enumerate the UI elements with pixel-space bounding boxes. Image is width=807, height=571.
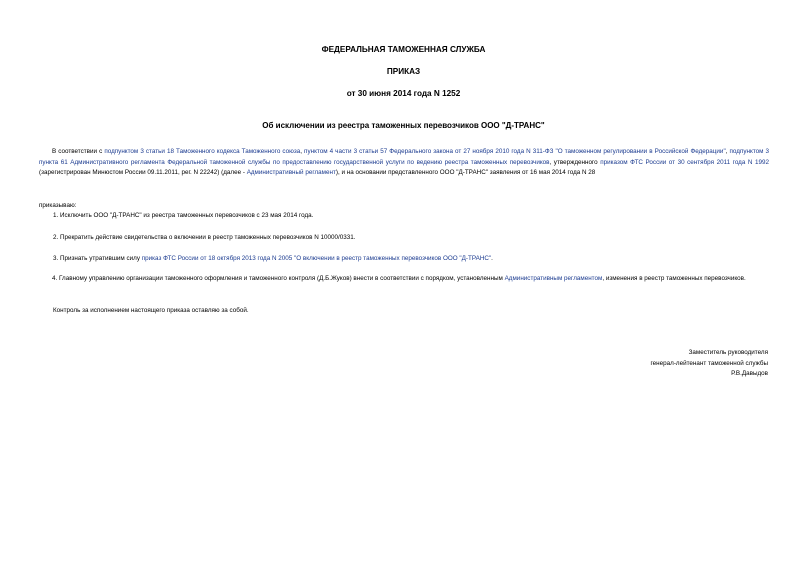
signature-name: Р.В.Давыдов bbox=[731, 370, 768, 377]
link-admin-regulation-2[interactable]: Административным регламентом bbox=[504, 275, 603, 282]
link-order-2005[interactable]: приказ ФТС России от 18 октября 2013 года N 2005 "О включении в реестр таможенных перевозчиков ООО "Д-ТРАНС" bbox=[141, 255, 492, 262]
signature-position: Заместитель руководителя bbox=[688, 349, 768, 356]
item-4 bbox=[39, 274, 769, 285]
item-3-text-1: 3. Признать утратившим силу bbox=[53, 255, 142, 262]
item-2: 2. Прекратить действие свидетельства о включении в реестр таможенных перевозчиков N 10000/0331. bbox=[53, 234, 356, 241]
link-admin-regulation-item-61[interactable]: подпунктом 3 пункта 61 Административного регламента Федеральной таможенной службы по предоставлению государственной услуги по ведению реестра таможенных перевозчиков bbox=[39, 148, 770, 166]
order-word: приказываю: bbox=[39, 202, 77, 209]
link-order-1992[interactable]: приказом ФТС России от 30 сентября 2011 года N 1992 bbox=[600, 158, 770, 166]
preamble-text-2: , bbox=[300, 148, 305, 155]
item-4-text-1: 4. Главному управлению организации таможенного оформления и таможенного контроля (Д.Б.Жуков) внести в соответствии с порядком, установленным bbox=[52, 275, 505, 282]
agency-name: ФЕДЕРАЛЬНАЯ ТАМОЖЕННАЯ СЛУЖБА bbox=[321, 45, 486, 54]
document-date-number: от 30 июня 2014 года N 1252 bbox=[346, 89, 461, 98]
link-admin-regulation[interactable]: Административный регламент bbox=[246, 169, 336, 176]
item-1: 1. Исключить ООО "Д-ТРАНС" из реестра таможенных перевозчиков с 23 мая 2014 года. bbox=[53, 212, 314, 219]
control-statement: Контроль за исполнением настоящего приказа оставляю за собой. bbox=[53, 307, 249, 314]
link-tk-ts-article-18[interactable]: подпунктом 3 статьи 18 Таможенного кодекса Таможенного союза bbox=[104, 148, 301, 155]
signature-rank: генерал-лейтенант таможенной службы bbox=[650, 360, 768, 367]
document-type: ПРИКАЗ bbox=[386, 67, 421, 76]
preamble bbox=[39, 147, 769, 179]
item-4-text-2: , изменения в реестр таможенных перевозчиков. bbox=[602, 275, 746, 282]
preamble-text-4: , утвержденного bbox=[549, 158, 601, 166]
preamble-text-6: ), и на основании представленного ООО "Д-ТРАНС" заявления от 16 мая 2014 года N 28 bbox=[335, 169, 596, 176]
preamble-text-1: В соответствии с bbox=[52, 148, 105, 155]
link-federal-law-311[interactable]: пунктом 4 части 3 статьи 57 Федерального закона от 27 ноября 2010 года N 311-ФЗ "О таможенном регулировании в Российской Федерации" bbox=[304, 148, 726, 155]
item-3 bbox=[39, 254, 783, 264]
document-title: Об исключении из реестра таможенных перевозчиков ООО "Д-ТРАНС" bbox=[262, 121, 545, 130]
item-3-text-2: . bbox=[491, 255, 493, 262]
preamble-text-5: (зарегистрирован Минюстом России 09.11.2011, рег. N 22242) (далее - bbox=[39, 169, 247, 176]
preamble-text-3: , bbox=[725, 148, 730, 155]
